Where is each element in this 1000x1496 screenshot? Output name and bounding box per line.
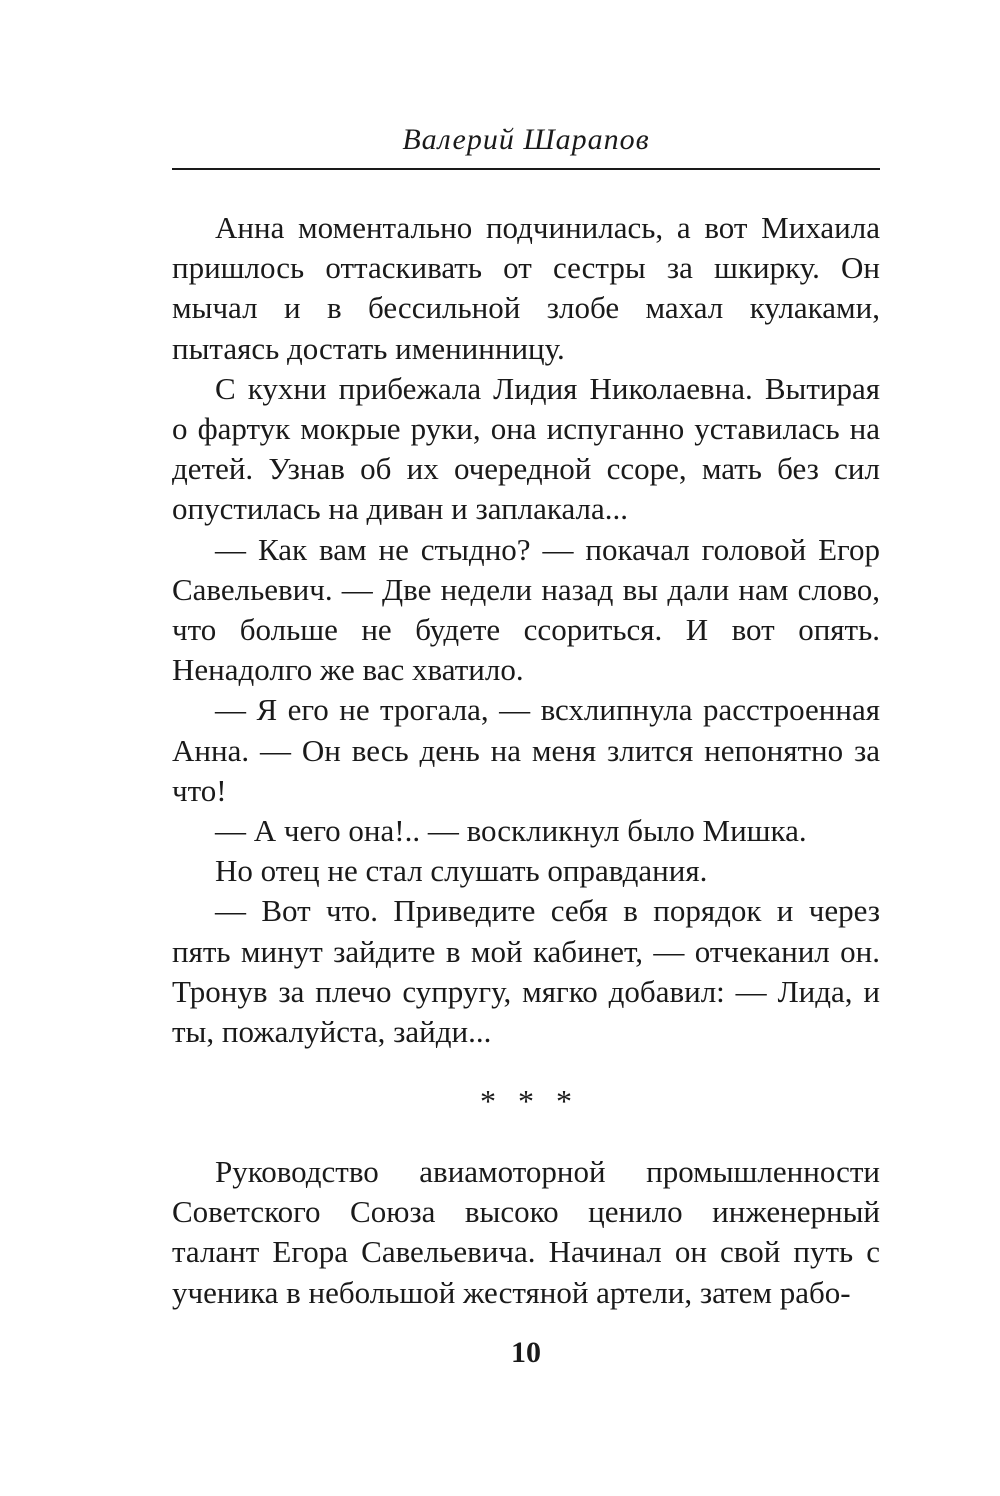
paragraph: С кухни прибежала Лидия Николаевна. Вытирая о фартук мокрые руки, она испуганно уставилась на детей. Узнав об их очередной ссоре, мать без сил опустилась на диван и заплакала... [172,370,880,527]
text-block-2 [172,1152,880,1313]
text-block-1 [172,208,880,1052]
paragraph: — А чего она!.. — воскликнул было Мишка. [215,813,807,849]
paragraph: Руководство авиамоторной промышленности Советского Союза высоко ценило инженерный талант Егора Савельевича. Начинал он свой путь с ученика в небольшой жестяной артели, затем рабо- [172,1154,880,1310]
header-rule [172,168,880,170]
page-number: 10 [511,1336,541,1369]
paragraph: — Вот что. Приведите себя в порядок и через пять минут зайдите в мой кабинет, — отчеканил он. Тронув за плечо супругу, мягко добавил: — Лида, и ты, пожалуйста, зайди... [172,893,880,1050]
paragraph: — Я его не трогала, — всхлипнула расстроенная Анна. — Он весь день на меня злится непонятно за что! [172,692,880,808]
paragraph: Анна моментально подчинилась, а вот Михаила пришлось оттаскивать от сестры за шкирку. Он мычал и в бессильной злобе махал кулаками, пытаясь достать именинницу. [172,210,880,366]
running-head-author: Валерий Шарапов [402,123,650,156]
paragraph: — Как вам не стыдно? — покачал головой Егор Савельевич. — Две недели назад вы дали нам слово, что больше не будете ссориться. И вот опять. Ненадолго же вас хватило. [172,531,880,688]
paragraph: Но отец не стал слушать оправдания. [215,853,708,889]
section-separator: * * * [480,1083,572,1119]
